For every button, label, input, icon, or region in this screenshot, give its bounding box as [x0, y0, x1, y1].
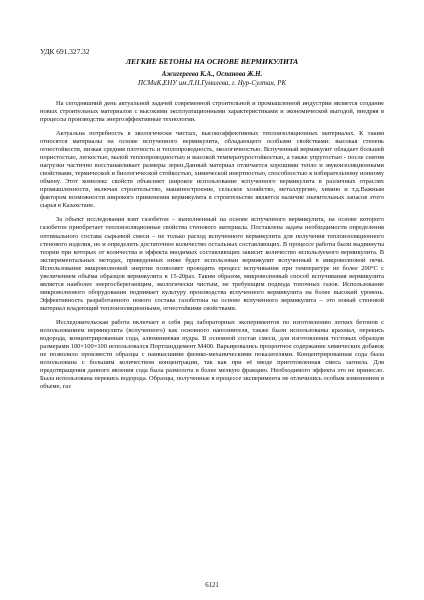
paragraph-intro: На сегодняшний день актуальной задачей современной строительной и промышленной индустрии является создание новых строительных материалов с высокими эксплуатационными характеристиками и экономической выгодой, внедряя в процессы производства энергоэффективные технологии.: [40, 99, 384, 123]
authors: Ажигереева К.А., Оспанова Ж.Н.: [161, 71, 263, 78]
udk-code: УДК 691.327.32: [40, 47, 90, 56]
affiliation: ПСМиК,ЕНУ им.Л.Н.Гумилева, г. Нур-Султан, РК: [137, 80, 287, 88]
paragraph-experiments: Исследовательская работа включает в себя ряд лабораторных экспериментов по изготовлению легких бетонов с использованием вермикулита (вспученного) как основного наполнителя, также были использованы крахмал, перекись водорода, концентрированная сода, алюминиевая пудра. В основной состав смеси, для изготовления тестовых образцов размерами 100×100×100 использовался Портландцемент М400. Варьировались процентное содержание химических добавок не позволило произвести образцы с наивысшими физико-механическими показателями. Концентрированная сода была использована с большим количеством концентрации, так как при её вводе приготовленная смесь загнила. Для предотвращения данного явления сода была размолота в более мелкую фракцию. Необходимого эффекта это не принесло. Была использована перекись водорода. Образцы, полученные в процессе эксперимента не отличились особым изменением в объеме, газ: [40, 318, 384, 391]
paragraph-relevance: Актуальна потребность в экологически чистых, высокоэффективных теплоизоляционных материалах. К таким относятся материалы на основе вспученного вермикулита, обладающего особыми свойствами: высокая степень огнестойкости, низкая средняя плотность и теплопроводность, экологичностью. Вспученный вермикулит обладает большей пористостью, легкостью, малой теплопроводностью и высокой температуростойкостью, а также упругостью - после снятия нагрузки частично восстанавливает размеры зерен.Данный материал отличается хорошими тепло и звукоизоляционными свойствами, термической и биологической стойкостью, химической инертностью, способностью к избирательному ионному обмену. Этот комплекс свойств объясняет широкое использование вспученного вермикулита в различных отраслях промышленности, включая строительство, машиностроение, сельское хозяйство, металлургию, химию и т.д.Важным фактором возможности широкого применения вермикулита в строительстве является наличие значительных запасов этого сырья в Казахстане.: [40, 129, 384, 210]
article-title: ЛЕГКИЕ БЕТОНЫ НА ОСНОВЕ ВЕРМИКУЛИТА: [125, 57, 299, 66]
article: [40, 47, 384, 391]
page-number: 6121: [205, 582, 219, 589]
paragraph-research-object: За объект исследования взят газобетон – выполненный на основе вспученного вермикулита, на основе которого газобетон приобретает теплоизоляционные свойства стенового материала. Поставлена задача необходимости определения оптимального состава сырьевой смеси – не только расход вспученного вермикулита для получения теплоизоляционного стенового изделия, но и определить достаточное количество остальных составляющих. В процессе работы были выдвинуты теории при которых от количества и эффекта вводимых составляющих зависит количество используемого вермикулита. В экспериментальных методах, приведенных ниже будет использован вермикулит вспученный в микроволновой печи. Использование микроволновой энергии позволяет проводить процесс вспучивания при температуре не более 200°С с увеличением объёма образцов вермикулита в 15-20раз. Таким образом, микроволновый способ вспучивания вермикулита является наиболее энергосберегающим, экологически чистым, не требующим подвода топочных газов. Использование микроволнового оборудования поднимает культуру производства вспученного вермикулита на более высокий уровень. Эффективность разработанного нового состава газобетона на основе вспученного вермикулита – это новый стеновой материал владеющий теплоизоляционными, огнестойкими свойствами.: [40, 216, 384, 312]
